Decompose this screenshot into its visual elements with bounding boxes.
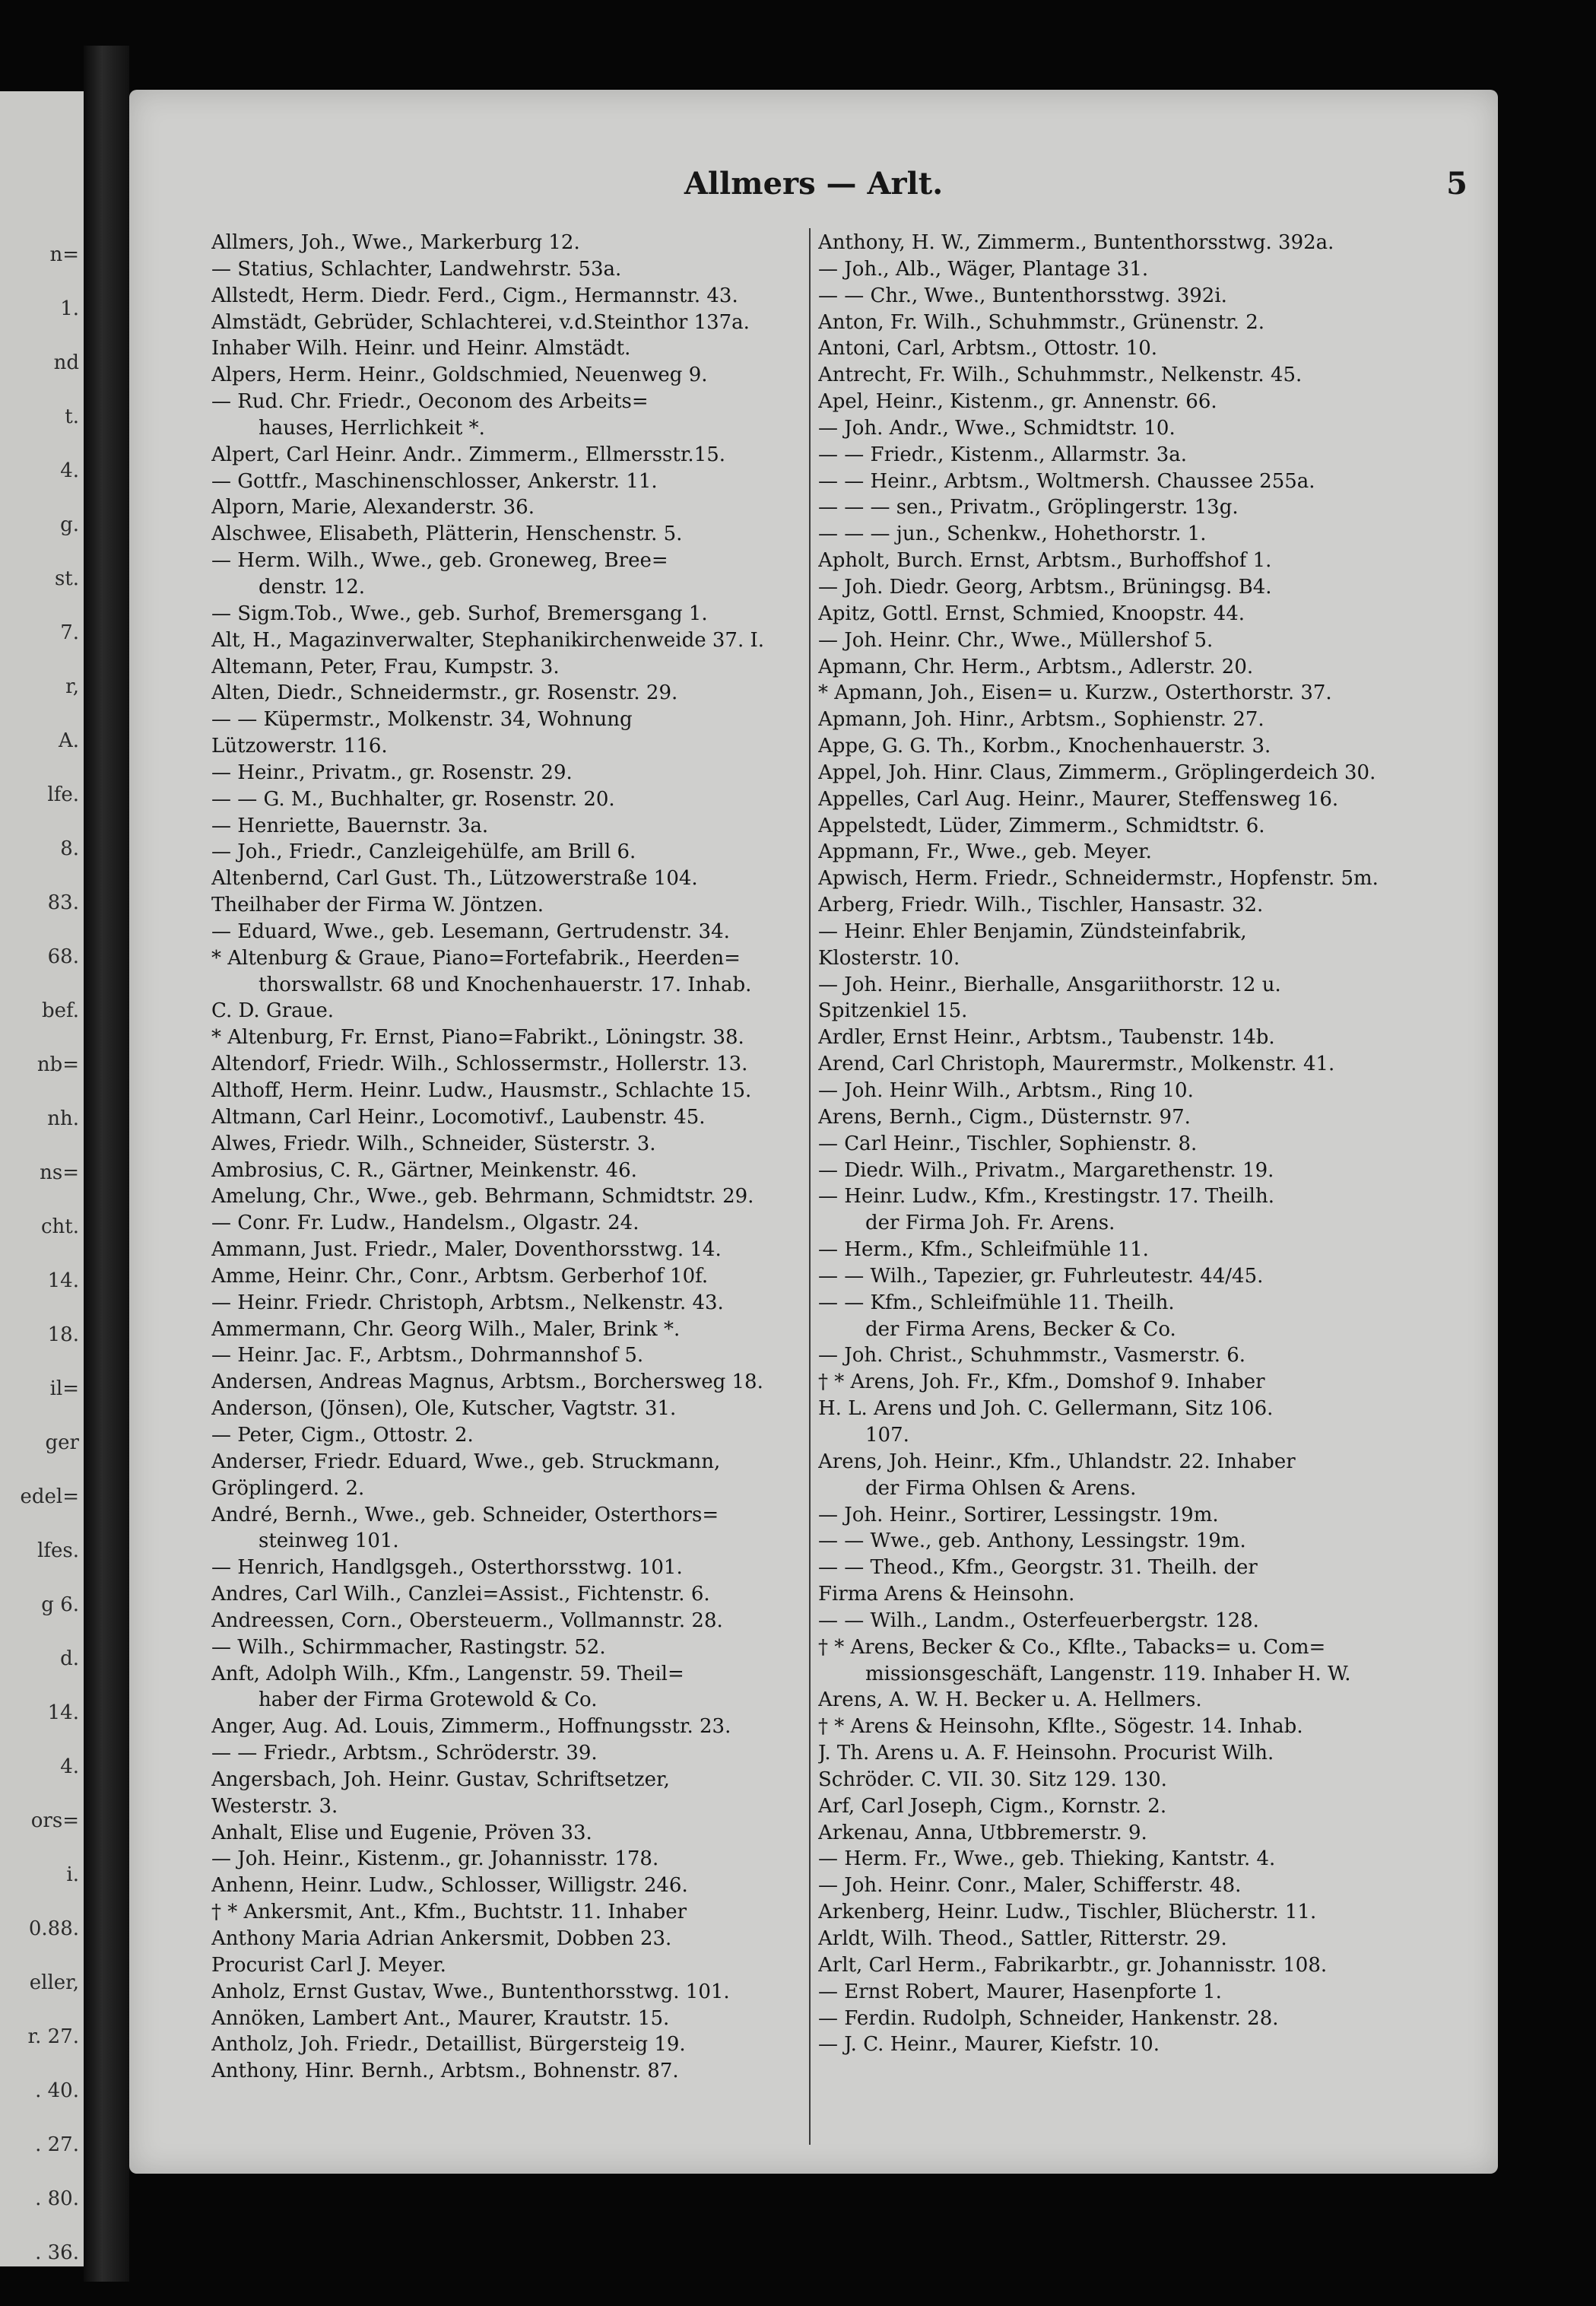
directory-entry-line: — Joh. Heinr., Bierhalle, Ansgariithorstr. 12 u.: [818, 973, 1281, 996]
directory-entry-line: Anton, Fr. Wilh., Schuhmmstr., Grünenstr. 2.: [818, 310, 1265, 334]
directory-entry-line: Theilhaber der Firma W. Jöntzen.: [211, 894, 544, 917]
directory-entry-line: Altenbernd, Carl Gust. Th., Lützowerstraße 104.: [211, 867, 698, 891]
previous-page-text-fragment: ors=: [30, 1809, 79, 1832]
directory-entry-line: Apel, Heinr., Kistenm., gr. Annenstr. 66.: [818, 390, 1217, 414]
previous-page-text-fragment: d.: [60, 1647, 79, 1670]
previous-page-text-fragment: cht.: [40, 1215, 79, 1238]
directory-entry-line: * Altenburg, Fr. Ernst, Piano=Fabrikt., Löningstr. 38.: [211, 1026, 744, 1050]
directory-entry-line: — — Friedr., Kistenm., Allarmstr. 3a.: [818, 443, 1188, 466]
directory-entry-line: der Firma Arens, Becker & Co.: [865, 1317, 1176, 1341]
directory-entry-line: Annöken, Lambert Ant., Maurer, Krautstr. 15.: [211, 2006, 670, 2030]
directory-entry-line: — — Wilh., Tapezier, gr. Fuhrleutestr. 44/45.: [818, 1264, 1264, 1288]
directory-entry-line: Appel, Joh. Hinr. Claus, Zimmerm., Gröplingerdeich 30.: [818, 761, 1376, 784]
directory-entry-line: Andersen, Andreas Magnus, Arbtsm., Borchersweg 18.: [211, 1371, 763, 1394]
directory-entry-line: Apmann, Chr. Herm., Arbtsm., Adlerstr. 20.: [818, 655, 1254, 678]
directory-entry-line: — Wilh., Schirmmacher, Rastingstr. 52.: [211, 1635, 606, 1659]
directory-entry-line: — — Küpermstr., Molkenstr. 34, Wohnung: [211, 708, 633, 732]
previous-page-text-fragment: r,: [65, 675, 79, 698]
directory-entry-line: Klosterstr. 10.: [818, 946, 960, 970]
previous-page-text-fragment: nh.: [47, 1107, 79, 1130]
directory-entry-line: — Heinr. Ehler Benjamin, Zündsteinfabrik,: [818, 920, 1247, 943]
directory-entry-line: — Joh., Friedr., Canzleigehülfe, am Brill 6.: [211, 840, 636, 864]
previous-page-text-fragment: lfes.: [37, 1539, 79, 1562]
directory-entry-line: — Carl Heinr., Tischler, Sophienstr. 8.: [818, 1132, 1198, 1155]
directory-entry-line: Alporn, Marie, Alexanderstr. 36.: [211, 496, 535, 519]
directory-entry-line: * Apmann, Joh., Eisen= u. Kurzw., Osterthorstr. 37.: [818, 681, 1332, 705]
directory-entry-line: — Statius, Schlachter, Landwehrstr. 53a.: [211, 257, 622, 281]
page-number: 5: [1446, 166, 1467, 202]
directory-entry-line: Alwes, Friedr. Wilh., Schneider, Süsterstr. 3.: [211, 1132, 656, 1155]
directory-entry-line: — Diedr. Wilh., Privatm., Margarethenstr. 19.: [818, 1158, 1274, 1182]
directory-entry-line: Althoff, Herm. Heinr. Ludw., Hausmstr., Schlachte 15.: [211, 1079, 752, 1102]
directory-entry-line: Andreessen, Corn., Obersteuerm., Vollmannstr. 28.: [211, 1609, 723, 1632]
directory-entry-line: Alpert, Carl Heinr. Andr.. Zimmerm., Ellmersstr.15.: [211, 443, 726, 466]
right-column: [818, 230, 1411, 2146]
directory-entry-line: Arens, Joh. Heinr., Kfm., Uhlandstr. 22. Inhaber: [818, 1450, 1296, 1473]
directory-entry-line: † * Arens, Joh. Fr., Kfm., Domshof 9. Inhaber: [818, 1371, 1265, 1394]
directory-entry-line: — Joh., Alb., Wäger, Plantage 31.: [818, 257, 1149, 281]
previous-page-text-fragment: i.: [66, 1863, 79, 1886]
directory-entry-line: Spitzenkiel 15.: [818, 999, 968, 1023]
directory-entry-line: — Joh. Christ., Schuhmmstr., Vasmerstr. 6.: [818, 1344, 1246, 1367]
directory-entry-line: Arf, Carl Joseph, Cigm., Kornstr. 2.: [818, 1794, 1167, 1818]
directory-entry-line: Appelstedt, Lüder, Zimmerm., Schmidtstr. 6.: [818, 814, 1265, 837]
book-gutter: [84, 46, 129, 2282]
previous-page-text-fragment: eller,: [29, 1971, 79, 1994]
directory-entry-line: Alschwee, Elisabeth, Plätterin, Henschenstr. 5.: [211, 523, 683, 546]
directory-entry-line: Antrecht, Fr. Wilh., Schuhmmstr., Nelkenstr. 45.: [818, 364, 1303, 387]
left-column: [211, 230, 804, 2146]
directory-entry-line: Alpers, Herm. Heinr., Goldschmied, Neuenweg 9.: [211, 364, 708, 387]
directory-entry-line: — Joh. Diedr. Georg, Arbtsm., Brüningsg. B4.: [818, 575, 1272, 599]
directory-entry-line: — Joh. Heinr Wilh., Arbtsm., Ring 10.: [818, 1079, 1194, 1102]
directory-entry-line: Procurist Carl J. Meyer.: [211, 1953, 446, 1977]
directory-entry-line: Angersbach, Joh. Heinr. Gustav, Schriftsetzer,: [211, 1768, 670, 1791]
directory-entry-line: — Henrich, Handlgsgeh., Osterthorsstwg. 101.: [211, 1556, 683, 1580]
previous-page-text-fragment: 83.: [47, 891, 79, 914]
directory-entry-line: H. L. Arens und Joh. C. Gellermann, Sitz 106.: [818, 1397, 1274, 1421]
directory-entry-line: steinweg 101.: [259, 1529, 399, 1553]
previous-page-text-fragment: st.: [54, 567, 79, 590]
directory-entry-line: Altmann, Carl Heinr., Locomotivf., Laubenstr. 45.: [211, 1105, 706, 1129]
directory-entry-line: C. D. Graue.: [211, 999, 335, 1023]
directory-entry-line: Appmann, Fr., Wwe., geb. Meyer.: [818, 840, 1152, 864]
directory-entry-line: — Ferdin. Rudolph, Schneider, Hankenstr. 28.: [818, 2006, 1279, 2030]
previous-page-text-fragment: 68.: [47, 945, 79, 968]
directory-entry-line: † * Arens & Heinsohn, Kflte., Sögestr. 14. Inhab.: [818, 1715, 1303, 1739]
directory-entry-line: — Rud. Chr. Friedr., Oeconom des Arbeits=: [211, 390, 649, 414]
previous-page-text-fragment: 4.: [60, 1755, 79, 1778]
directory-entry-line: Anhenn, Heinr. Ludw., Schlosser, Willigstr. 246.: [211, 1874, 688, 1898]
directory-entry-line: Amelung, Chr., Wwe., geb. Behrmann, Schmidtstr. 29.: [211, 1185, 754, 1209]
previous-page-text-fragment: . 80.: [35, 2187, 79, 2210]
directory-entry-line: missionsgeschäft, Langenstr. 119. Inhaber H. W.: [865, 1662, 1351, 1685]
directory-entry-line: Ammermann, Chr. Georg Wilh., Maler, Brink *.: [211, 1317, 681, 1341]
directory-entry-line: Appe, G. G. Th., Korbm., Knochenhauerstr. 3.: [818, 735, 1271, 758]
previous-page-text-fragment: . 36.: [35, 2241, 79, 2264]
directory-entry-line: — Joh. Heinr. Conr., Maler, Schifferstr. 48.: [818, 1874, 1242, 1898]
directory-entry-line: Alten, Diedr., Schneidermstr., gr. Rosenstr. 29.: [211, 681, 678, 705]
directory-entry-line: Arend, Carl Christoph, Maurermstr., Molkenstr. 41.: [818, 1053, 1335, 1076]
directory-entry-line: † * Arens, Becker & Co., Kflte., Tabacks= u. Com=: [818, 1635, 1326, 1659]
previous-page-text-fragment: . 27.: [35, 2133, 79, 2156]
previous-page-text-fragment: t.: [65, 405, 79, 428]
directory-entry-line: Anger, Aug. Ad. Louis, Zimmerm., Hoffnungsstr. 23.: [211, 1715, 731, 1739]
directory-page: [129, 90, 1498, 2174]
directory-entry-line: Anhalt, Elise und Eugenie, Pröven 33.: [211, 1821, 592, 1844]
directory-entry-line: Ambrosius, C. R., Gärtner, Meinkenstr. 46.: [211, 1158, 637, 1182]
directory-entry-line: Arldt, Wilh. Theod., Sattler, Ritterstr. 29.: [818, 1927, 1227, 1950]
directory-entry-line: Anthony, H. W., Zimmerm., Buntenthorsstwg. 392a.: [818, 231, 1334, 254]
directory-entry-line: — Joh. Heinr., Sortirer, Lessingstr. 19m.: [818, 1503, 1219, 1526]
directory-entry-line: Allmers, Joh., Wwe., Markerburg 12.: [211, 231, 580, 254]
previous-page-text-fragment: n=: [49, 243, 79, 266]
directory-entry-line: Anthony Maria Adrian Ankersmit, Dobben 23.: [211, 1927, 672, 1950]
directory-entry-line: Arberg, Friedr. Wilh., Tischler, Hansastr. 32.: [818, 894, 1264, 917]
directory-entry-line: — Joh. Andr., Wwe., Schmidtstr. 10.: [818, 416, 1176, 440]
directory-entry-line: — Heinr. Ludw., Kfm., Krestingstr. 17. Theilh.: [818, 1185, 1274, 1209]
directory-entry-line: hauses, Herrlichkeit *.: [259, 416, 485, 440]
column-divider: [809, 228, 811, 2145]
running-head: Allmers — Arlt.: [684, 166, 944, 202]
previous-page-text-fragment: . 40.: [35, 2079, 79, 2102]
directory-entry-line: Arens, Bernh., Cigm., Düsternstr. 97.: [818, 1105, 1191, 1129]
directory-entry-line: — Peter, Cigm., Ottostr. 2.: [211, 1423, 474, 1447]
previous-page-text-fragment: edel=: [20, 1485, 79, 1508]
directory-entry-line: — J. C. Heinr., Maurer, Kiefstr. 10.: [818, 2033, 1160, 2057]
directory-entry-line: thorswallstr. 68 und Knochenhauerstr. 17. Inhab.: [259, 973, 752, 996]
directory-entry-line: Gröplingerd. 2.: [211, 1476, 365, 1500]
directory-entry-line: — — — sen., Privatm., Gröplingerstr. 13g.: [818, 496, 1239, 519]
directory-entry-line: — Heinr., Privatm., gr. Rosenstr. 29.: [211, 761, 573, 784]
directory-entry-line: — Eduard, Wwe., geb. Lesemann, Gertrudenstr. 34.: [211, 920, 730, 943]
directory-entry-line: Westerstr. 3.: [211, 1794, 338, 1818]
directory-entry-line: — Herm. Fr., Wwe., geb. Thieking, Kantstr. 4.: [818, 1847, 1276, 1871]
previous-page-text-fragment: 8.: [60, 837, 79, 860]
directory-entry-line: — — Kfm., Schleifmühle 11. Theilh.: [818, 1291, 1175, 1314]
directory-entry-line: Inhaber Wilh. Heinr. und Heinr. Almstädt.: [211, 337, 631, 361]
directory-entry-line: J. Th. Arens u. A. F. Heinsohn. Procurist Wilh.: [818, 1742, 1274, 1765]
previous-page-text-fragment: 7.: [60, 621, 79, 644]
directory-entry-line: — Ernst Robert, Maurer, Hasenpforte 1.: [818, 1980, 1222, 2003]
previous-page-text-fragment: g.: [60, 513, 79, 536]
directory-entry-line: — — Wwe., geb. Anthony, Lessingstr. 19m.: [818, 1529, 1246, 1553]
directory-entry-line: — Joh. Heinr. Chr., Wwe., Müllershof 5.: [818, 628, 1214, 652]
directory-entry-line: Anholz, Ernst Gustav, Wwe., Buntenthorsstwg. 101.: [211, 1980, 730, 2003]
directory-entry-line: der Firma Ohlsen & Arens.: [865, 1476, 1137, 1500]
directory-entry-line: Apwisch, Herm. Friedr., Schneidermstr., Hopfenstr. 5m.: [818, 867, 1379, 891]
directory-entry-line: Antholz, Joh. Friedr., Detaillist, Bürgersteig 19.: [211, 2033, 686, 2057]
directory-entry-line: Allstedt, Herm. Diedr. Ferd., Cigm., Hermannstr. 43.: [211, 284, 738, 307]
directory-entry-line: Anderser, Friedr. Eduard, Wwe., geb. Struckmann,: [211, 1450, 721, 1473]
previous-page-text-fragment: 14.: [47, 1701, 79, 1724]
directory-entry-line: haber der Firma Grotewold & Co.: [259, 1688, 598, 1712]
directory-entry-line: — Heinr. Friedr. Christoph, Arbtsm., Nelkenstr. 43.: [211, 1291, 724, 1314]
previous-page-text-fragment: 1.: [60, 297, 79, 320]
directory-entry-line: — Conr. Fr. Ludw., Handelsm., Olgastr. 24.: [211, 1212, 639, 1235]
directory-entry-line: Anft, Adolph Wilh., Kfm., Langenstr. 59. Theil=: [211, 1662, 684, 1685]
directory-entry-line: Anthony, Hinr. Bernh., Arbtsm., Bohnenstr. 87.: [211, 2060, 679, 2083]
directory-entry-line: Altendorf, Friedr. Wilh., Schlossermstr., Hollerstr. 13.: [211, 1053, 748, 1076]
directory-entry-line: — Henriette, Bauernstr. 3a.: [211, 814, 489, 837]
directory-entry-line: Lützowerstr. 116.: [211, 735, 388, 758]
directory-entry-line: Schröder. C. VII. 30. Sitz 129. 130.: [818, 1768, 1167, 1791]
directory-entry-line: André, Bernh., Wwe., geb. Schneider, Osterthors=: [211, 1503, 719, 1526]
directory-entry-line: — Sigm.Tob., Wwe., geb. Surhof, Bremersgang 1.: [211, 602, 708, 625]
directory-entry-line: — — Theod., Kfm., Georgstr. 31. Theilh. der: [818, 1556, 1258, 1580]
directory-entry-line: Apholt, Burch. Ernst, Arbtsm., Burhoffshof 1.: [818, 549, 1272, 573]
directory-entry-line: — — — jun., Schenkw., Hohethorstr. 1.: [818, 523, 1207, 546]
directory-entry-line: — — G. M., Buchhalter, gr. Rosenstr. 20.: [211, 787, 615, 811]
directory-entry-line: Apitz, Gottl. Ernst, Schmied, Knoopstr. 44.: [818, 602, 1245, 625]
directory-entry-line: Altemann, Peter, Frau, Kumpstr. 3.: [211, 655, 560, 678]
directory-entry-line: Antoni, Carl, Arbtsm., Ottostr. 10.: [818, 337, 1158, 361]
previous-page-text-fragment: 4.: [60, 459, 79, 482]
directory-entry-line: Alt, H., Magazinverwalter, Stephanikirchenweide 37. I.: [211, 628, 765, 652]
directory-entry-line: 107.: [865, 1423, 909, 1447]
previous-page-text-fragment: 18.: [47, 1323, 79, 1346]
directory-entry-line: Ardler, Ernst Heinr., Arbtsm., Taubenstr. 14b.: [818, 1026, 1275, 1050]
directory-entry-line: — — Heinr., Arbtsm., Woltmersh. Chaussee 255a.: [818, 469, 1315, 493]
previous-page-text-fragment: r. 27.: [27, 2025, 79, 2048]
directory-entry-line: Arlt, Carl Herm., Fabrikarbtr., gr. Johannisstr. 108.: [818, 1953, 1328, 1977]
directory-entry-line: Amme, Heinr. Chr., Conr., Arbtsm. Gerberhof 10f.: [211, 1264, 709, 1288]
previous-page-text-fragment: 14.: [47, 1269, 79, 1292]
page-header: [129, 166, 1498, 219]
directory-entry-line: — Gottfr., Maschinenschlosser, Ankerstr. 11.: [211, 469, 658, 493]
previous-page-text-fragment: il=: [49, 1377, 79, 1400]
previous-page-text-fragment: A.: [58, 729, 79, 752]
previous-page-text-fragment: 0.88.: [28, 1917, 79, 1940]
directory-entry-line: Anderson, (Jönsen), Ole, Kutscher, Vagtstr. 31.: [211, 1397, 677, 1421]
directory-entry-line: — Joh. Heinr., Kistenm., gr. Johannisstr. 178.: [211, 1847, 659, 1871]
previous-page-edge: [0, 91, 84, 2266]
previous-page-text-fragment: nd: [53, 351, 79, 374]
directory-entry-line: * Altenburg & Graue, Piano=Fortefabrik., Heerden=: [211, 946, 741, 970]
previous-page-text-fragment: ger: [45, 1431, 79, 1454]
directory-entry-line: — Herm. Wilh., Wwe., geb. Groneweg, Bree=: [211, 549, 668, 573]
directory-entry-line: der Firma Joh. Fr. Arens.: [865, 1212, 1115, 1235]
directory-entry-line: — — Wilh., Landm., Osterfeuerbergstr. 128.: [818, 1609, 1259, 1632]
previous-page-text-fragment: ns=: [40, 1161, 79, 1184]
directory-entry-line: — — Friedr., Arbtsm., Schröderstr. 39.: [211, 1742, 598, 1765]
directory-entry-line: — Heinr. Jac. F., Arbtsm., Dohrmannshof 5.: [211, 1344, 644, 1367]
directory-entry-line: Appelles, Carl Aug. Heinr., Maurer, Steffensweg 16.: [818, 787, 1339, 811]
directory-entry-line: Firma Arens & Heinsohn.: [818, 1583, 1075, 1606]
directory-entry-line: Arens, A. W. H. Becker u. A. Hellmers.: [818, 1688, 1202, 1712]
directory-entry-line: — — Chr., Wwe., Buntenthorsstwg. 392i.: [818, 284, 1227, 307]
directory-entry-line: — Herm., Kfm., Schleifmühle 11.: [818, 1238, 1149, 1262]
previous-page-text-fragment: nb=: [36, 1053, 79, 1076]
previous-page-text-fragment: lfe.: [47, 783, 79, 806]
directory-entry-line: Arkenberg, Heinr. Ludw., Tischler, Blücherstr. 11.: [818, 1901, 1317, 1924]
directory-entry-line: denstr. 12.: [259, 575, 366, 599]
directory-entry-line: Andres, Carl Wilh., Canzlei=Assist., Fichtenstr. 6.: [211, 1583, 710, 1606]
previous-page-text-fragment: g 6.: [41, 1593, 79, 1616]
directory-entry-line: Ammann, Just. Friedr., Maler, Doventhorsstwg. 14.: [211, 1238, 722, 1262]
directory-entry-line: Almstädt, Gebrüder, Schlachterei, v.d.Steinthor 137a.: [211, 310, 750, 334]
directory-entry-line: Arkenau, Anna, Utbbremerstr. 9.: [818, 1821, 1147, 1844]
previous-page-text-fragment: bef.: [42, 999, 79, 1022]
directory-entry-line: Apmann, Joh. Hinr., Arbtsm., Sophienstr. 27.: [818, 708, 1264, 732]
directory-entry-line: † * Ankersmit, Ant., Kfm., Buchtstr. 11. Inhaber: [211, 1901, 687, 1924]
